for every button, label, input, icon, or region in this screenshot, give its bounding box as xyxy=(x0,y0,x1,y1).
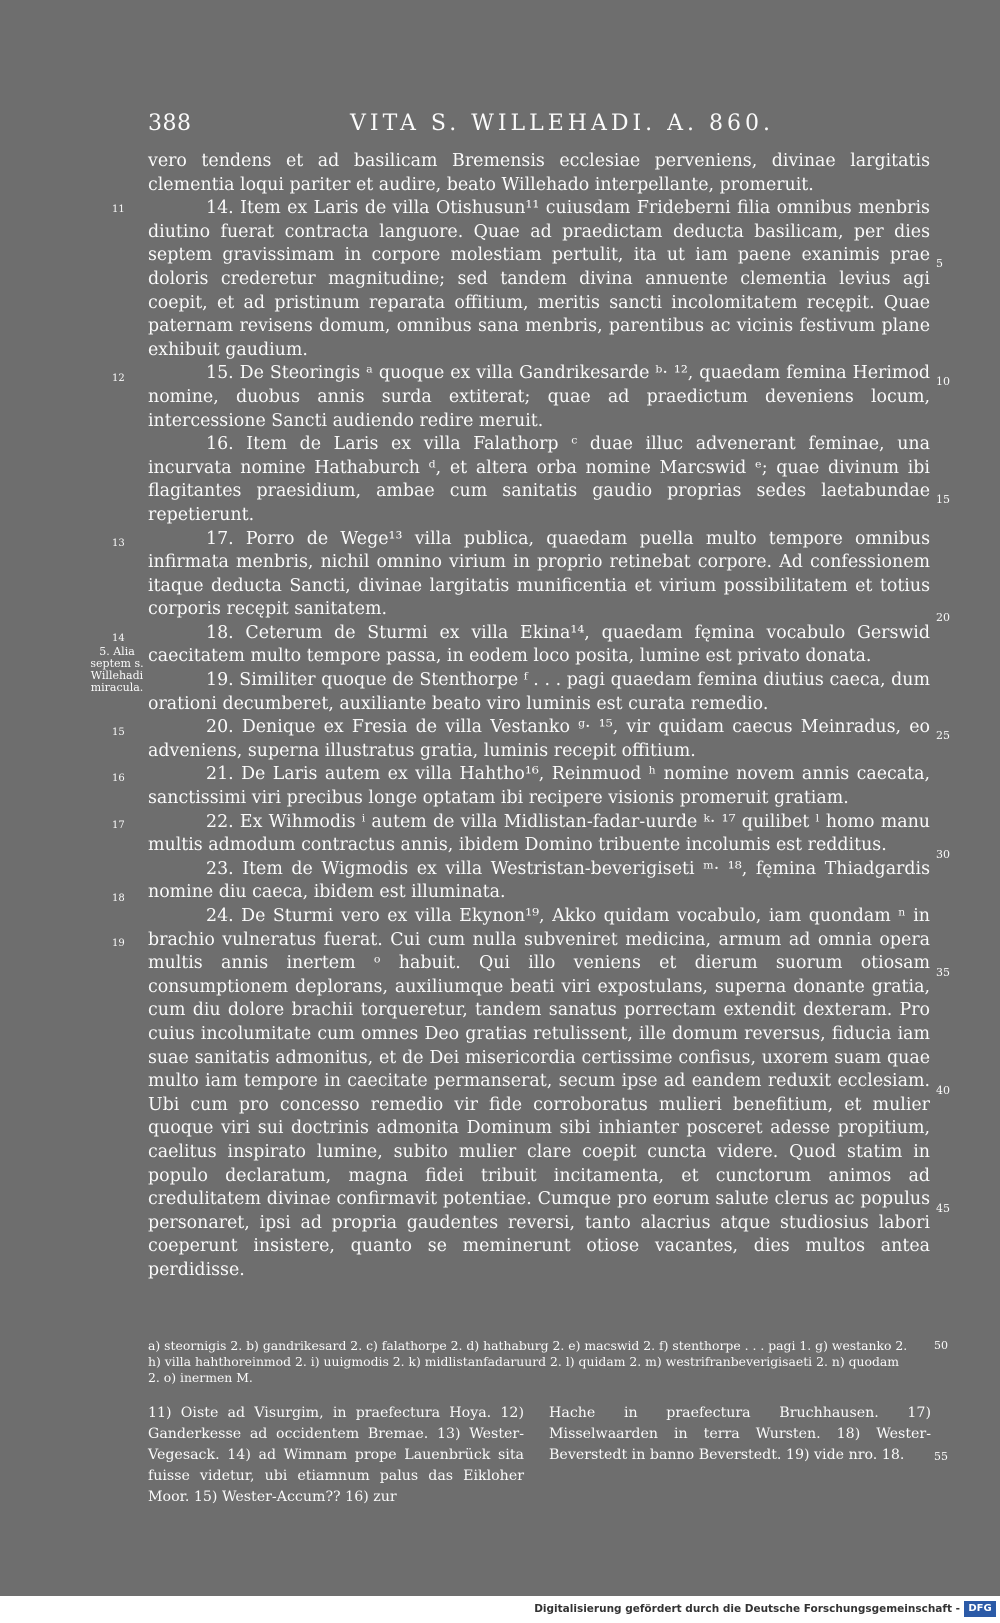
line-number: 50 xyxy=(934,1339,948,1352)
line-number: 20 xyxy=(936,611,950,624)
paragraph: 18. Ceterum de Sturmi ex villa Ekina¹⁴, quaedam fęmina vocabulo Gerswid caecitatem multo tempore passa, in eodem loco posita, lumine est privato donata. xyxy=(148,622,930,667)
paragraph: 17. Porro de Wege¹³ villa publica, quaedam puella multo tempore omnibus infirmata menbris, nichil omnino virium in proprio retinebat corpore. Ad confessionem itaque deducta Sancti, divinae largitatis munificentia et virium possibilitatem et totius corporis recępit sanitatem. xyxy=(148,528,930,620)
commentary-text: 11) Oiste ad Visurgim, in praefectura Hoya. 12) Ganderkesse ad occidentem Bremae. 13) Wester-Vegesack. 14) ad Wimnam prope Lauenbrück sita fuisse videtur, ubi etiamnum palus das Eikloher Moor. 15) Wester-Accum?? 16) zur xyxy=(148,1405,524,1505)
line-number: 30 xyxy=(936,848,950,861)
margin-note-number: 18 xyxy=(112,893,125,904)
paragraph: 21. De Laris autem ex villa Hahtho¹⁶, Reinmuod ʰ nomine novem annis caecata, sanctissimi viri precibus longe optatam ibi recipere visionis promeruit gratiam. xyxy=(148,764,930,809)
line-number: 55 xyxy=(934,1450,948,1463)
margin-note-number: 14 xyxy=(112,633,125,644)
line-number: 35 xyxy=(936,966,950,979)
line-number: 45 xyxy=(936,1202,950,1215)
margin-note-number: 16 xyxy=(112,773,125,784)
margin-note-number: 11 xyxy=(112,204,125,215)
margin-note-number: 15 xyxy=(112,727,125,738)
footer-bar xyxy=(0,1596,1000,1623)
running-title: VITA S. WILLEHADI. A. 860. xyxy=(350,111,775,136)
paragraph: 15. De Steoringis ᵃ quoque ex villa Gandrikesarde ᵇ· ¹², quaedam femina Herimod nomine, duobus annis surda extiterat; quae ad praedictum deveniens locum, intercessione Sancti audiendo redire meruit. xyxy=(148,363,930,431)
line-number: 25 xyxy=(936,729,950,742)
paragraph: 20. Denique ex Fresia de villa Vestanko ᵍ· ¹⁵, vir quidam caecus Meinradus, eo adveniens, superna illustratus gratia, luminis recepit offitium. xyxy=(148,717,930,761)
commentary-left xyxy=(148,1403,524,1508)
commentary-text: Hache in praefectura Bruchhausen. 17) Misselwaarden in terra Wursten. 18) Wester-Beverstedt in banno Beverstedt. 19) vide nro. 18. xyxy=(549,1405,931,1463)
side-heading: 5. Alia septem s. Willehadi miracula. xyxy=(90,645,144,694)
paragraph: 16. Item de Laris ex villa Falathorp ᶜ duae illuc advenerant feminae, una incurvata nomine Hathaburch ᵈ, et altera orba nomine Marcswid ᵉ; quae divinum ibi flagitantes praesidium, ambae cum sanitatis gaudio proprias sedes laetabundae repetierunt. xyxy=(148,434,930,525)
commentary-right xyxy=(549,1403,931,1466)
line-number: 10 xyxy=(936,375,950,388)
dfg-logo-icon: DFG xyxy=(964,1601,996,1617)
variant-notes: a) steornigis 2. b) gandrikesard 2. c) falathorpe 2. d) hathaburg 2. e) macswid 2. f) stenthorpe . . . pagi 1. g) westanko 2. h) villa hahthoreinmod 2. i) uuigmodis 2. k) midlistanfadaruurd 2. l) quidam 2. m) westrifranbeverigisaeti 2. n) quodam 2. o) inermen M. xyxy=(148,1338,908,1385)
paragraph: 23. Item de Wigmodis ex villa Westristan-beverigiseti ᵐ· ¹⁸, fęmina Thiadgardis nomine diu caeca, ibidem est illuminata. xyxy=(148,858,930,903)
line-number: 5 xyxy=(936,257,943,270)
paragraph: 19. Similiter quoque de Stenthorpe ᶠ . . . pagi quaedam femina diutius caeca, dum orationi decumberet, auxiliante beato viro luminis est curata remedio. xyxy=(148,670,930,714)
variant-apparatus xyxy=(148,1338,908,1386)
margin-note-number: 17 xyxy=(112,820,125,831)
page-number: 388 xyxy=(148,111,192,136)
paragraph: vero tendens et ad basilicam Bremensis ecclesiae perveniens, divinae largitatis clementia loqui pariter et audire, beato Willehado interpellante, promeruit. xyxy=(148,151,930,195)
paragraph: 22. Ex Wihmodis ⁱ autem de villa Midlistan-fadar-uurde ᵏ· ¹⁷ quilibet ˡ homo manu multis admodum contractus annis, ibidem Domino tribuente incolumis est redditus. xyxy=(148,811,930,856)
paragraph: 14. Item ex Laris de villa Otishusun¹¹ cuiusdam Frideberni filia omnibus menbris diutino fuerat contracta languore. Quae ad praedictam deducta basilicam, per dies septem gravissimam in corpore molestiam pertulit, ita ut iam paene exanimis prae doloris crederetur magnitudine; sed tandem divina annuente clementia levius agi coepit, et ad pristinum reparata offitium, meritis sancti incolomitatem recępit. Quae paternam revisens domum, omnibus sana menbris, parentibus ac vicinis festivum plane exhibuit gaudium. xyxy=(148,198,930,360)
funding-note: Digitalisierung gefördert durch die Deutsche Forschungsgemeinschaft - xyxy=(534,1603,960,1615)
paragraph: 24. De Sturmi vero ex villa Ekynon¹⁹, Akko quidam vocabulo, iam quondam ⁿ in brachio vulneratus fuerat. Cui cum nulla subveniret medicina, armum ad omnia opera multis annis inertem ᵒ habuit. Qui illo veniens et dierum suorum otiosam consumptionem deplorans, auxiliumque beati viri expostulans, superna donante gratia, cum diu dolore brachii torqueretur, tandem sanatus porrectam extendit dexteram. Pro cuius incolumitate cum omnes Deo gratias retulissent, ille domum reversus, fiducia iam suae sanitatis admonitus, et de Dei misericordia certissime confisus, uxorem suam quae multo iam tempore in caecitate permanserat, secum ipse ad eandem reduxit ecclesiam. Ubi cum pro concesso remedio vir fide corroboratus mulieri benefitium, et mulier quoque viri sui doctrinis admonita Dominum sibi inhianter posceret adesse propitium, caelitus inspirato lumine, subito mulier clare coepit cuncta videre. Quod statim in populo declaratum, magna fidei tribuit incitamenta, et cunctorum animos ad credulitatem divinae confirmavit potentiae. Cumque pro eorum salute clerus ac populus personaret, ipsi ad propria gaudentes reversi, tanto alacrius atque studiosius labori coeperunt insistere, quanto se meminerunt otiose vacantes, dies multos antea perdidisse. xyxy=(148,906,930,1280)
margin-note-number: 19 xyxy=(112,938,125,949)
margin-note-number: 13 xyxy=(112,538,125,549)
main-text xyxy=(148,150,930,1283)
line-number: 15 xyxy=(936,493,950,506)
margin-note-number: 12 xyxy=(112,373,125,384)
line-number: 40 xyxy=(936,1084,950,1097)
